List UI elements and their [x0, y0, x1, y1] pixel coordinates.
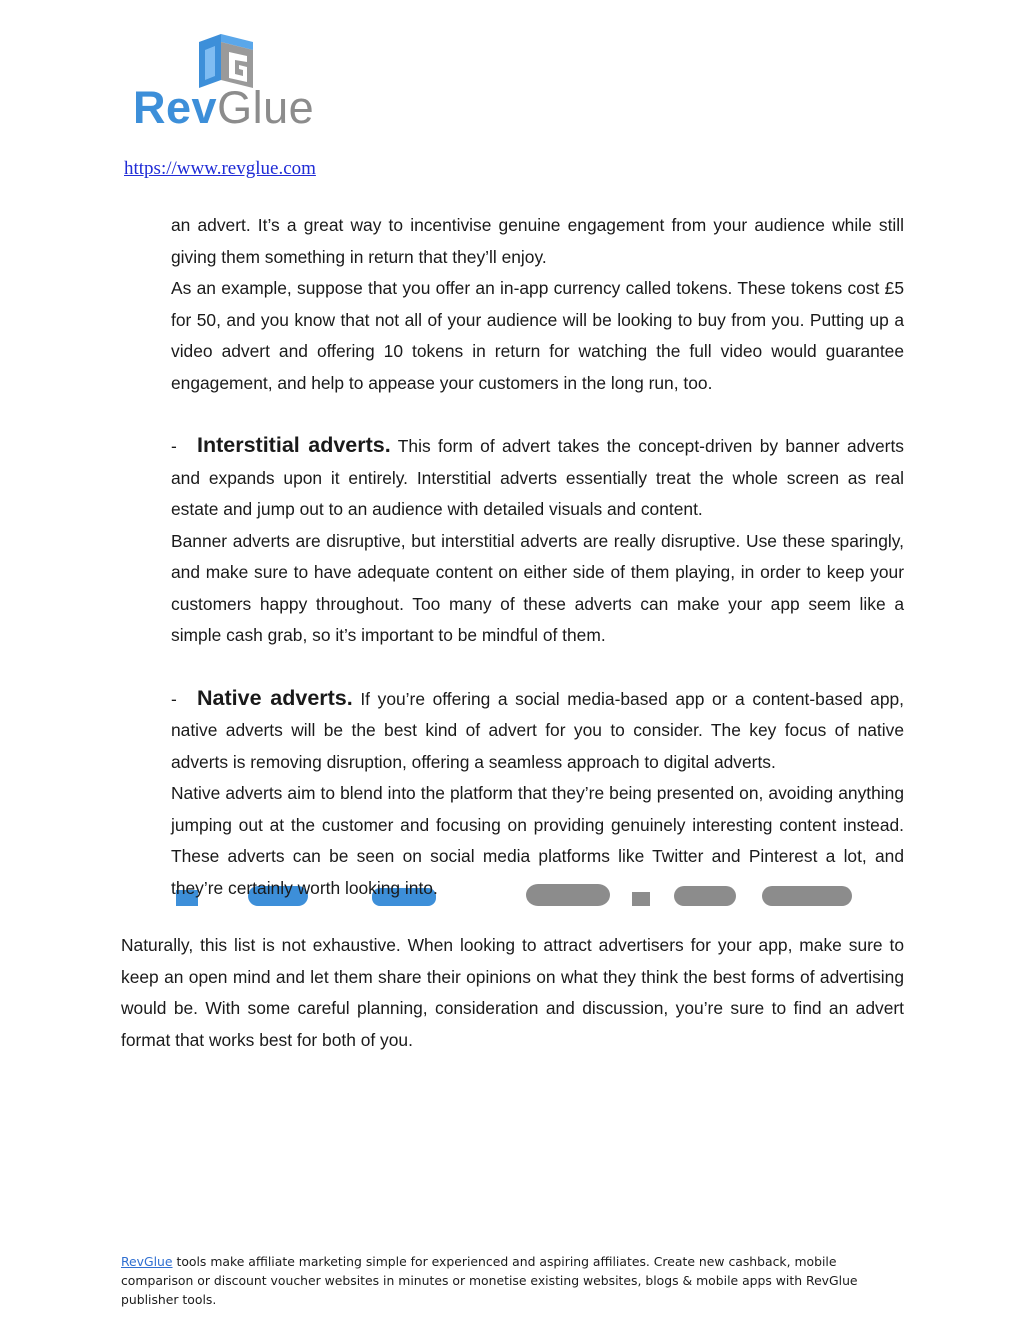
section-lead: This form of advert takes the concept-driven by banner adverts and expands upon it entirely. Interstitial adverts essentially treat the whole screen as real estate and jump out to an audience with detailed visuals and content. — [171, 436, 904, 519]
section-heading: Interstitial adverts. — [197, 433, 391, 457]
section-lead: If you’re offering a social media-based app or a content-based app, native adverts will be the best kind of advert for you to consider. The key focus of native adverts is removing disruption, offering a seamless approach to digital adverts. — [171, 688, 905, 772]
logo-wordmark — [133, 84, 314, 132]
logo-glue-text: Glue — [217, 82, 315, 133]
logo-rev-text: Rev — [133, 82, 218, 133]
list-dash: - — [171, 688, 177, 709]
section-followup: Banner adverts are disruptive, but interstitial adverts are really disruptive. Use these sparingly, and make sure to have adequate content on either side of them playing, in order to keep your customers happy throughout. Too many of these adverts can make your app seem like a simple cash grab, so it’s important to be mindful of them. — [171, 530, 904, 645]
section-interstitial — [171, 430, 904, 526]
footer-revglue-link[interactable]: RevGlue — [121, 1254, 173, 1269]
article-body — [171, 210, 904, 904]
section-heading: Native adverts. — [197, 685, 353, 710]
conclusion-paragraph: Naturally, this list is not exhaustive. When looking to attract advertisers for your app, make sure to keep an open mind and let them share their opinions on what they think the best forms of advertising would be. With some careful planning, consideration and discussion, you’re sure to find an advert format that works best for both of you. — [121, 935, 904, 1050]
list-dash: - — [171, 436, 177, 456]
footer-text: tools make affiliate marketing simple for experienced and aspiring affiliates. Create new cashback, mobile comparison or discount voucher websites in minutes or monetise existing websites, blogs & mobile apps with RevGlue publisher tools. — [121, 1254, 858, 1307]
conclusion — [121, 930, 904, 1056]
revglue-logo — [133, 32, 323, 133]
example-paragraph: As an example, suppose that you offer an in-app currency called tokens. These tokens cost £5 for 50, and you know that not all of your audience will be looking to buy from you. Putting up a video advert and offering 10 tokens in return for watching the full video would guarantee engagement, and help to appease your customers in the long run, too. — [171, 278, 904, 393]
section-native — [171, 683, 904, 779]
page-footer — [121, 1252, 911, 1309]
intro-paragraph: an advert. It’s a great way to incentivise genuine engagement from your audience while still giving them something in return that they’ll enjoy. — [171, 215, 904, 267]
website-link[interactable]: https://www.revglue.com — [124, 158, 316, 179]
section-followup: Native adverts aim to blend into the platform that they’re being presented on, avoiding anything jumping out at the customer and focusing on providing genuinely interesting content instead. These adverts can be seen on social media platforms like Twitter and Pinterest a lot, and they’re certainly worth looking into. — [171, 783, 904, 898]
